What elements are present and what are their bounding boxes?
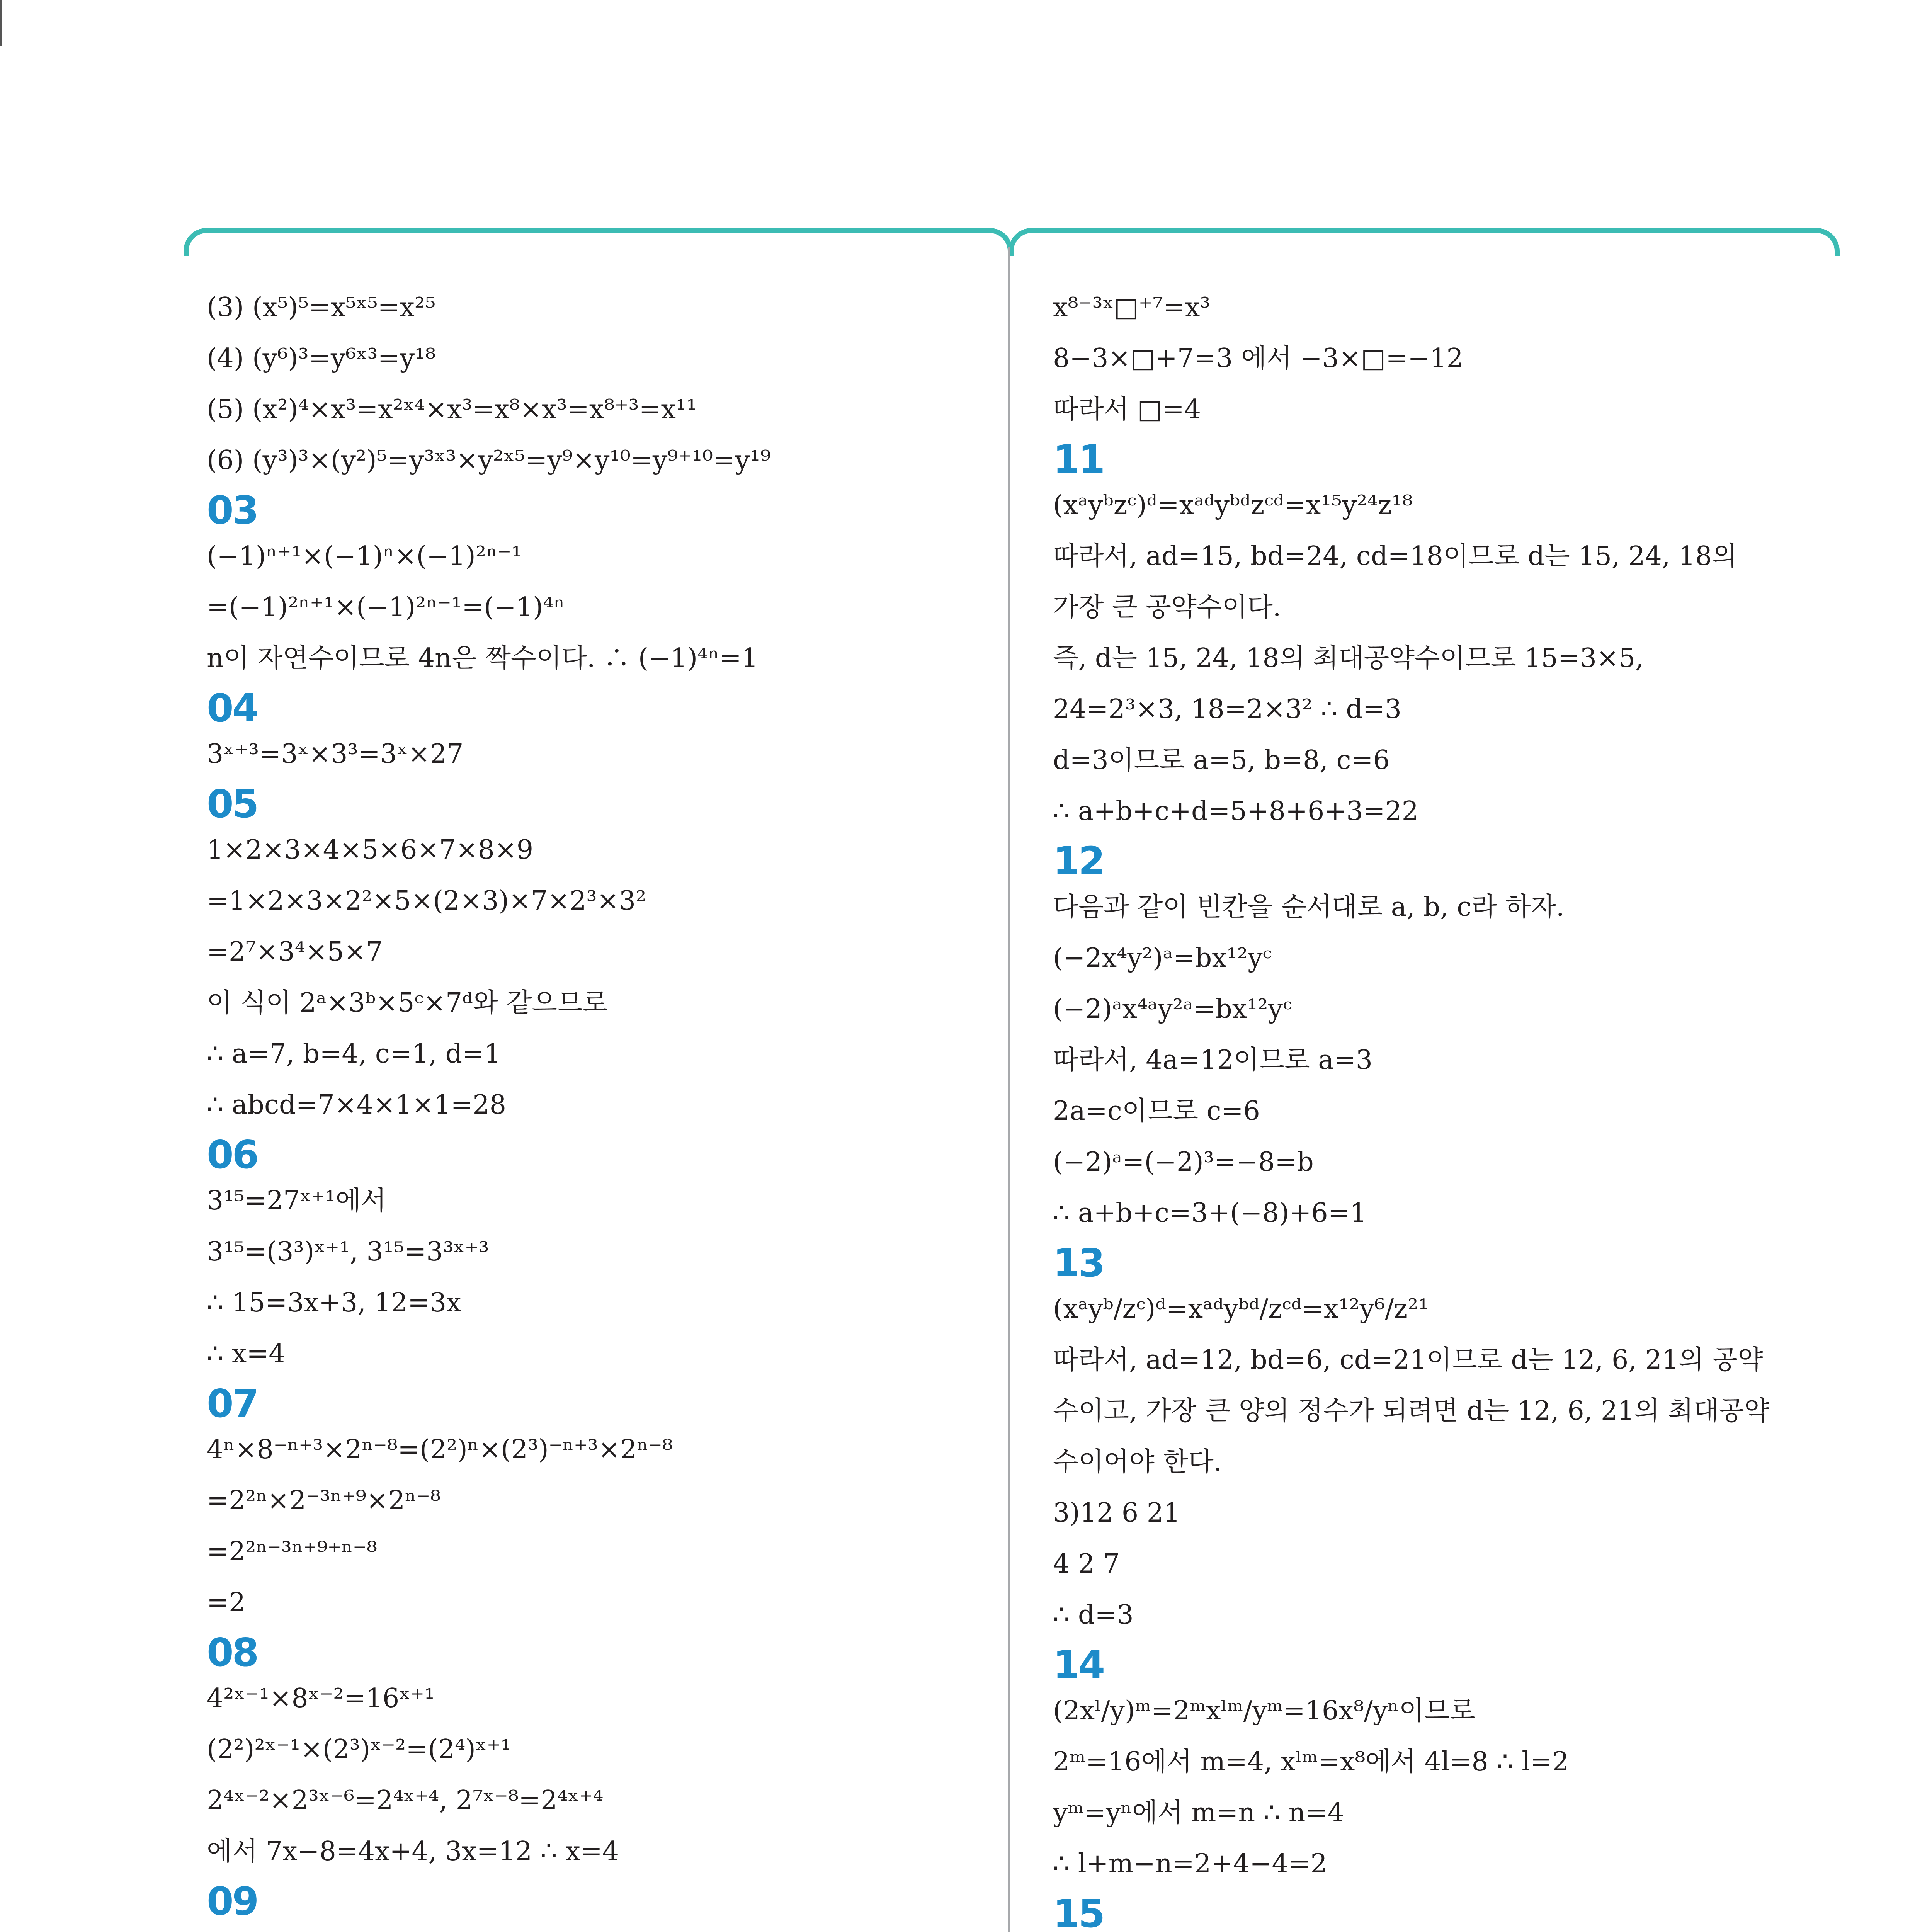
solution-line: ∴ l+m−n=2+4−4=2 [1053,1849,1327,1879]
column-divider [1008,247,1010,1932]
solution-line: 이 식이 2ᵃ×3ᵇ×5ᶜ×7ᵈ와 같으므로 [207,988,608,1018]
right-column [1053,282,1833,1932]
problem-number: 03 [207,488,258,533]
problem-number: 12 [1053,838,1104,884]
solution-line: ∴ 15=3x+3, 12=3x [207,1287,461,1318]
problem-number: 05 [207,781,258,827]
solution-line: (6) (y³)³×(y²)⁵=y³ˣ³×y²ˣ⁵=y⁹×y¹⁰=y⁹⁺¹⁰=y¹⁹ [207,445,771,476]
solution-block [207,282,987,486]
solution-line: 따라서 □=4 [1053,394,1201,425]
solution-block [207,1134,987,1379]
solution-line: (2xˡ/y)ᵐ=2ᵐxˡᵐ/yᵐ=16x⁸/yⁿ이므로 [1053,1696,1475,1726]
problem-number: 07 [207,1381,258,1426]
solution-block [1053,439,1833,837]
solution-line: 2⁴ˣ⁻²×2³ˣ⁻⁶=2⁴ˣ⁺⁴, 2⁷ˣ⁻⁸=2⁴ˣ⁺⁴ [207,1785,604,1816]
problem-number: 08 [207,1630,258,1675]
solution-line: yᵐ=yⁿ에서 m=n ∴ n=4 [1053,1798,1344,1828]
solution-line: ∴ a=7, b=4, c=1, d=1 [207,1039,501,1069]
solution-line: ∴ x=4 [207,1338,286,1369]
solution-block [1053,1642,1833,1889]
left-column [207,282,987,1932]
solution-line: 즉, d는 15, 24, 18의 최대공약수이므로 15=3×5, [1053,643,1644,673]
solution-line: =1×2×3×2²×5×(2×3)×7×2³×3² [207,886,646,916]
solution-line: =2 [207,1587,246,1618]
solution-line: =2²ⁿ⁻³ⁿ⁺⁹⁺ⁿ⁻⁸ [207,1536,378,1567]
solution-line: 따라서, ad=15, bd=24, cd=18이므로 d는 15, 24, 18의 [1053,541,1738,571]
solution-line: x⁸⁻³ˣ□⁺⁷=x³ [1053,292,1211,323]
solution-block [1053,838,1833,1239]
solution-line: ∴ a+b+c=3+(−8)+6=1 [1053,1198,1367,1228]
problem-number: 04 [207,685,258,731]
solution-block [1053,282,1833,435]
right-column-frame [1009,228,1840,256]
solution-line: d=3이므로 a=5, b=8, c=6 [1053,745,1390,776]
solution-line: 4 2 7 [1053,1549,1120,1579]
solution-line: 3ˣ⁺³=3ˣ×3³=3ˣ×27 [207,739,464,769]
solution-line: 수이고, 가장 큰 양의 정수가 되려면 d는 12, 6, 21의 최대공약 [1053,1396,1770,1426]
solution-line [207,1922,987,1932]
solution-line: (3) (x⁵)⁵=x⁵ˣ⁵=x²⁵ [207,292,436,323]
solution-line: 따라서, 4a=12이므로 a=3 [1053,1045,1373,1075]
solution-block [207,1632,987,1877]
solution-line: 1×2×3×4×5×6×7×8×9 [207,835,534,865]
crop-mark-top-left [0,0,2,46]
solution-block [207,490,987,684]
solution-line: ∴ abcd=7×4×1×1=28 [207,1090,507,1120]
solution-line: (2²)²ˣ⁻¹×(2³)ˣ⁻²=(2⁴)ˣ⁺¹ [207,1734,511,1765]
problem-number: 06 [207,1132,258,1177]
solution-line: 24=2³×3, 18=2×3² ∴ d=3 [1053,694,1402,724]
solution-line: 4²ˣ⁻¹×8ˣ⁻²=16ˣ⁺¹ [207,1683,435,1714]
solution-line: n이 자연수이므로 4n은 짝수이다. ∴ (−1)⁴ⁿ=1 [207,643,759,673]
solution-block [207,1383,987,1628]
solution-line: =2⁷×3⁴×5×7 [207,937,383,967]
solution-block [1053,1240,1833,1641]
problem-number: 13 [1053,1240,1104,1286]
solution-line: 다음과 같이 빈칸을 순서대로 a, b, c라 하자. [1053,892,1565,922]
solution-line: 8−3×□+7=3 에서 −3×□=−12 [1053,343,1463,374]
solution-block [1053,1893,1833,1932]
solution-line: 2ᵐ=16에서 m=4, xˡᵐ=x⁸에서 4l=8 ∴ l=2 [1053,1747,1569,1777]
solution-line: 에서 7x−8=4x+4, 3x=12 ∴ x=4 [207,1836,619,1867]
solution-line: (−2)ᵃx⁴ᵃy²ᵃ=bx¹²yᶜ [1053,994,1292,1024]
solution-line: 4ⁿ×8⁻ⁿ⁺³×2ⁿ⁻⁸=(2²)ⁿ×(2³)⁻ⁿ⁺³×2ⁿ⁻⁸ [207,1434,673,1465]
solution-block [207,685,987,780]
solution-line: =2²ⁿ×2⁻³ⁿ⁺⁹×2ⁿ⁻⁸ [207,1485,441,1516]
solution-line: ∴ a+b+c+d=5+8+6+3=22 [1053,796,1418,827]
solution-line: (xᵃyᵇ/zᶜ)ᵈ=xᵃᵈyᵇᵈ/zᶜᵈ=x¹²y⁶/z²¹ [1053,1294,1429,1324]
solution-line: (xᵃyᵇzᶜ)ᵈ=xᵃᵈyᵇᵈzᶜᵈ=x¹⁵y²⁴z¹⁸ [1053,490,1413,520]
solution-line: 3)12 6 21 [1053,1498,1180,1528]
solution-line: (−2)ᵃ=(−2)³=−8=b [1053,1147,1314,1177]
problem-number: 09 [207,1879,258,1924]
solution-line: 3¹⁵=(3³)ˣ⁺¹, 3¹⁵=3³ˣ⁺³ [207,1236,489,1267]
solution-line: (−2x⁴y²)ᵃ=bx¹²yᶜ [1053,943,1272,973]
solution-line: 2a=c이므로 c=6 [1053,1096,1260,1126]
solution-line: ∴ d=3 [1053,1600,1134,1630]
solution-line: 따라서, ad=12, bd=6, cd=21이므로 d는 12, 6, 21의 공약 [1053,1345,1763,1375]
solution-line: 3¹⁵=27ˣ⁺¹에서 [207,1185,386,1216]
solution-block [207,1881,987,1932]
solution-line: =(−1)²ⁿ⁺¹×(−1)²ⁿ⁻¹=(−1)⁴ⁿ [207,592,565,622]
problem-number: 15 [1053,1891,1104,1932]
solution-line: (−1)ⁿ⁺¹×(−1)ⁿ×(−1)²ⁿ⁻¹ [207,541,522,571]
problem-number: 11 [1053,437,1104,482]
solution-line: 수이어야 한다. [1053,1447,1222,1477]
left-column-frame [184,228,1013,256]
solution-line: (5) (x²)⁴×x³=x²ˣ⁴×x³=x⁸×x³=x⁸⁺³=x¹¹ [207,394,697,425]
solution-line: 가장 큰 공약수이다. [1053,592,1281,622]
solution-block [207,781,987,1131]
solution-line: (4) (y⁶)³=y⁶ˣ³=y¹⁸ [207,343,436,374]
problem-number: 14 [1053,1642,1104,1687]
